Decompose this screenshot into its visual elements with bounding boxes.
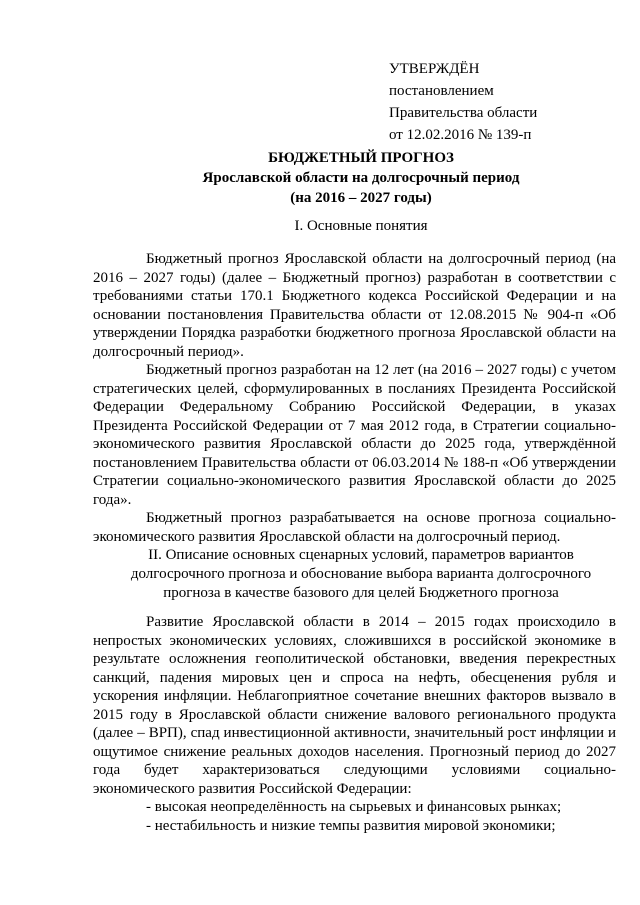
paragraph: Бюджетный прогноз Ярославской области на долгосрочный период (на 2016 – 2027 годы) (далее – Бюджетный прогноз) разработан в соответствии с требованиями статьи 170.1 Бюджетного кодекса Российской Федерации и на основании постановления Правительства области от 12.08.2015 № 904-п «Об утверждении Порядка разработки бюджетного прогноза Ярославской области на долгосрочный период».	[93, 251, 616, 360]
section-1-body	[93, 250, 616, 546]
section-2-heading	[96, 546, 626, 603]
list-item: - высокая неопределённость на сырьевых и финансовых рынках;	[146, 799, 562, 815]
approval-date: от 12.02.2016 № 139-п	[389, 127, 532, 143]
paragraph: Развитие Ярославской области в 2014 – 2015 годах происходило в непростых экономических условиях, сложившихся в российской экономике в результате осложнения геополитической обстановки, введения перекрестных санкций, падения мировых цен и спроса на нефть, обесценения рубля и ускорения инфляции. Неблагоприятное сочетание внешних факторов вызвало в 2015 году в Ярославской области снижение валового регионального продукта (далее – ВРП), спад инвестиционной активности, значительный рост инфляции и ощутимое снижение реальных доходов населения. Прогнозный период до 2027 года будет характеризоваться следующими условиями социально-экономического развития Российской Федерации:	[93, 614, 616, 797]
list-item: - нестабильность и низкие темпы развития мировой экономики;	[146, 817, 556, 834]
title-line-3: (на 2016 – 2027 годы)	[290, 190, 432, 206]
section-2-heading-line: прогноза в качестве базового для целей Бюджетного прогноза	[163, 585, 559, 601]
title-line-1: БЮДЖЕТНЫЙ ПРОГНОЗ	[268, 150, 454, 166]
document-title	[96, 148, 626, 208]
title-line-2: Ярославской области на долгосрочный период	[202, 170, 520, 186]
approval-line: Правительства области	[389, 105, 538, 121]
approval-title: УТВЕРЖДЁН	[389, 61, 480, 77]
approval-block	[389, 58, 537, 146]
section-2-heading-line: II. Описание основных сценарных условий, параметров вариантов	[148, 547, 574, 563]
paragraph: Бюджетный прогноз разрабатывается на основе прогноза социально-экономического развития Ярославской области на долгосрочный период.	[93, 510, 616, 545]
section-2-heading-line: долгосрочного прогноза и обоснование выбора варианта долгосрочного	[130, 566, 592, 582]
section-2-body	[93, 613, 616, 835]
section-1-heading: I. Основные понятия	[294, 218, 428, 234]
paragraph: Бюджетный прогноз разработан на 12 лет (на 2016 – 2027 годы) с учетом стратегических целей, сформулированных в посланиях Президента Российской Федерации Федеральному Собранию Российской Федерации, в указах Президента Российской Федерации от 7 мая 2012 года, в Стратегии социально-экономического развития Ярославской области до 2025 года, утверждённой постановлением Правительства области от 06.03.2014 № 188-п «Об утверждении Стратегии социально-экономического развития Ярославской области до 2025 года».	[93, 362, 616, 508]
approval-line: постановлением	[389, 83, 494, 99]
